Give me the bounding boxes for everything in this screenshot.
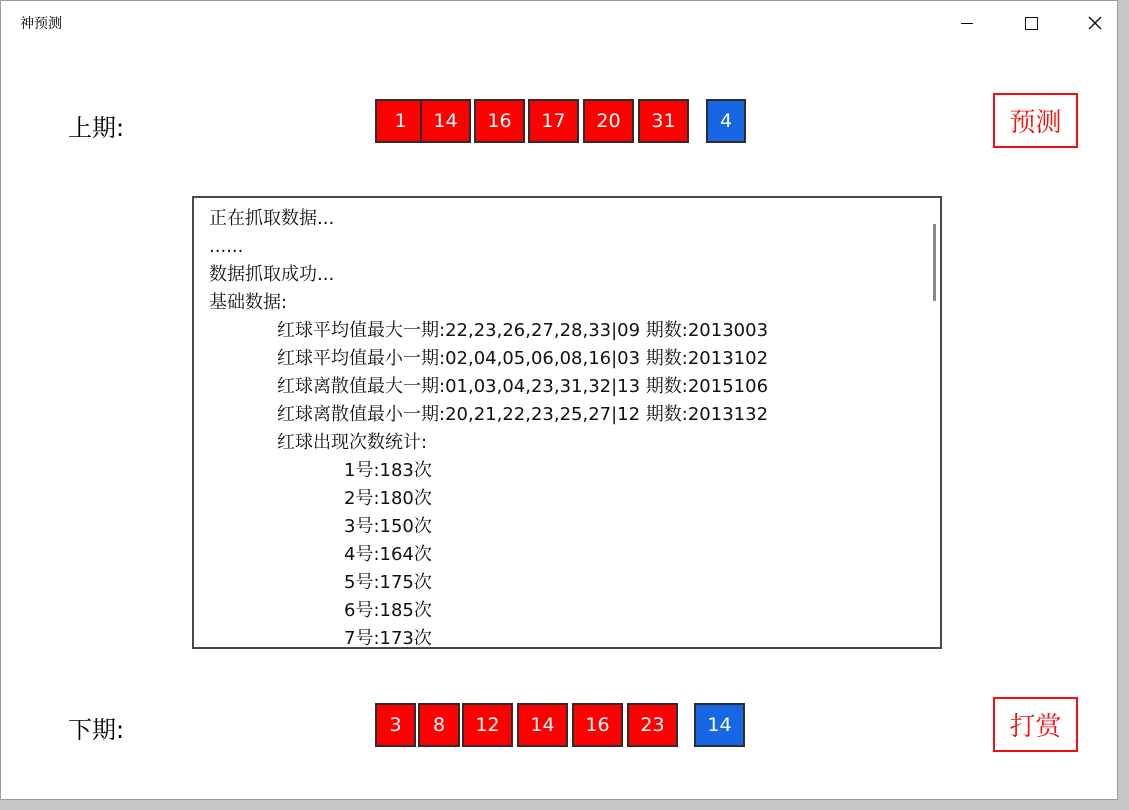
previous-red-ball-4: 17 [528,99,579,143]
log-line: ...... [209,236,244,257]
log-line: 5号:175次 [344,572,432,593]
log-line: 基础数据: [209,292,288,313]
log-line: 红球平均值最大一期:22,23,26,27,28,33|09 期数:2013003 [277,320,769,341]
tip-button[interactable]: 打赏 [993,697,1078,752]
next-red-ball-5: 16 [572,703,623,747]
previous-red-ball-1: 1 [375,99,426,143]
log-line: 红球平均值最小一期:02,04,05,06,08,16|03 期数:2013102 [277,348,769,369]
log-line: 6号:185次 [344,600,432,621]
previous-blue-ball: 4 [706,99,746,143]
previous-draw-label: 上期: [68,114,125,142]
maximize-icon [1025,17,1038,30]
next-draw-label: 下期: [68,716,125,744]
close-button[interactable] [1064,1,1126,45]
next-red-ball-4: 14 [517,703,568,747]
log-scrollbar-thumb[interactable] [933,224,936,301]
previous-red-ball-6: 31 [638,99,689,143]
log-line: 数据抓取成功... [209,264,335,285]
log-line: 红球离散值最小一期:20,21,22,23,25,27|12 期数:2013132 [277,404,769,425]
log-line: 正在抓取数据... [209,208,335,229]
log-line: 2号:180次 [344,488,432,509]
previous-red-ball-3: 16 [474,99,525,143]
log-line: 3号:150次 [344,516,432,537]
next-blue-ball: 14 [694,703,745,747]
title-bar [1,1,1117,45]
log-line: 7号:173次 [344,628,432,649]
window-title: 神预测 [20,16,62,32]
log-line: 4号:164次 [344,544,432,565]
next-red-ball-2: 8 [418,703,460,747]
minimize-button[interactable] [936,1,998,45]
log-output[interactable] [192,196,942,649]
log-line: 红球出现次数统计: [277,432,428,453]
log-line: 1号:183次 [344,460,432,481]
next-red-ball-3: 12 [462,703,513,747]
next-red-ball-1: 3 [375,703,416,747]
maximize-button[interactable] [1000,1,1062,45]
previous-red-ball-2: 14 [420,99,471,143]
minimize-icon [961,23,973,24]
log-line: 红球离散值最大一期:01,03,04,23,31,32|13 期数:2015106 [277,376,769,397]
previous-red-ball-5: 20 [583,99,634,143]
predict-button[interactable]: 预测 [993,93,1078,148]
close-icon [1087,15,1103,31]
next-red-ball-6: 23 [627,703,678,747]
